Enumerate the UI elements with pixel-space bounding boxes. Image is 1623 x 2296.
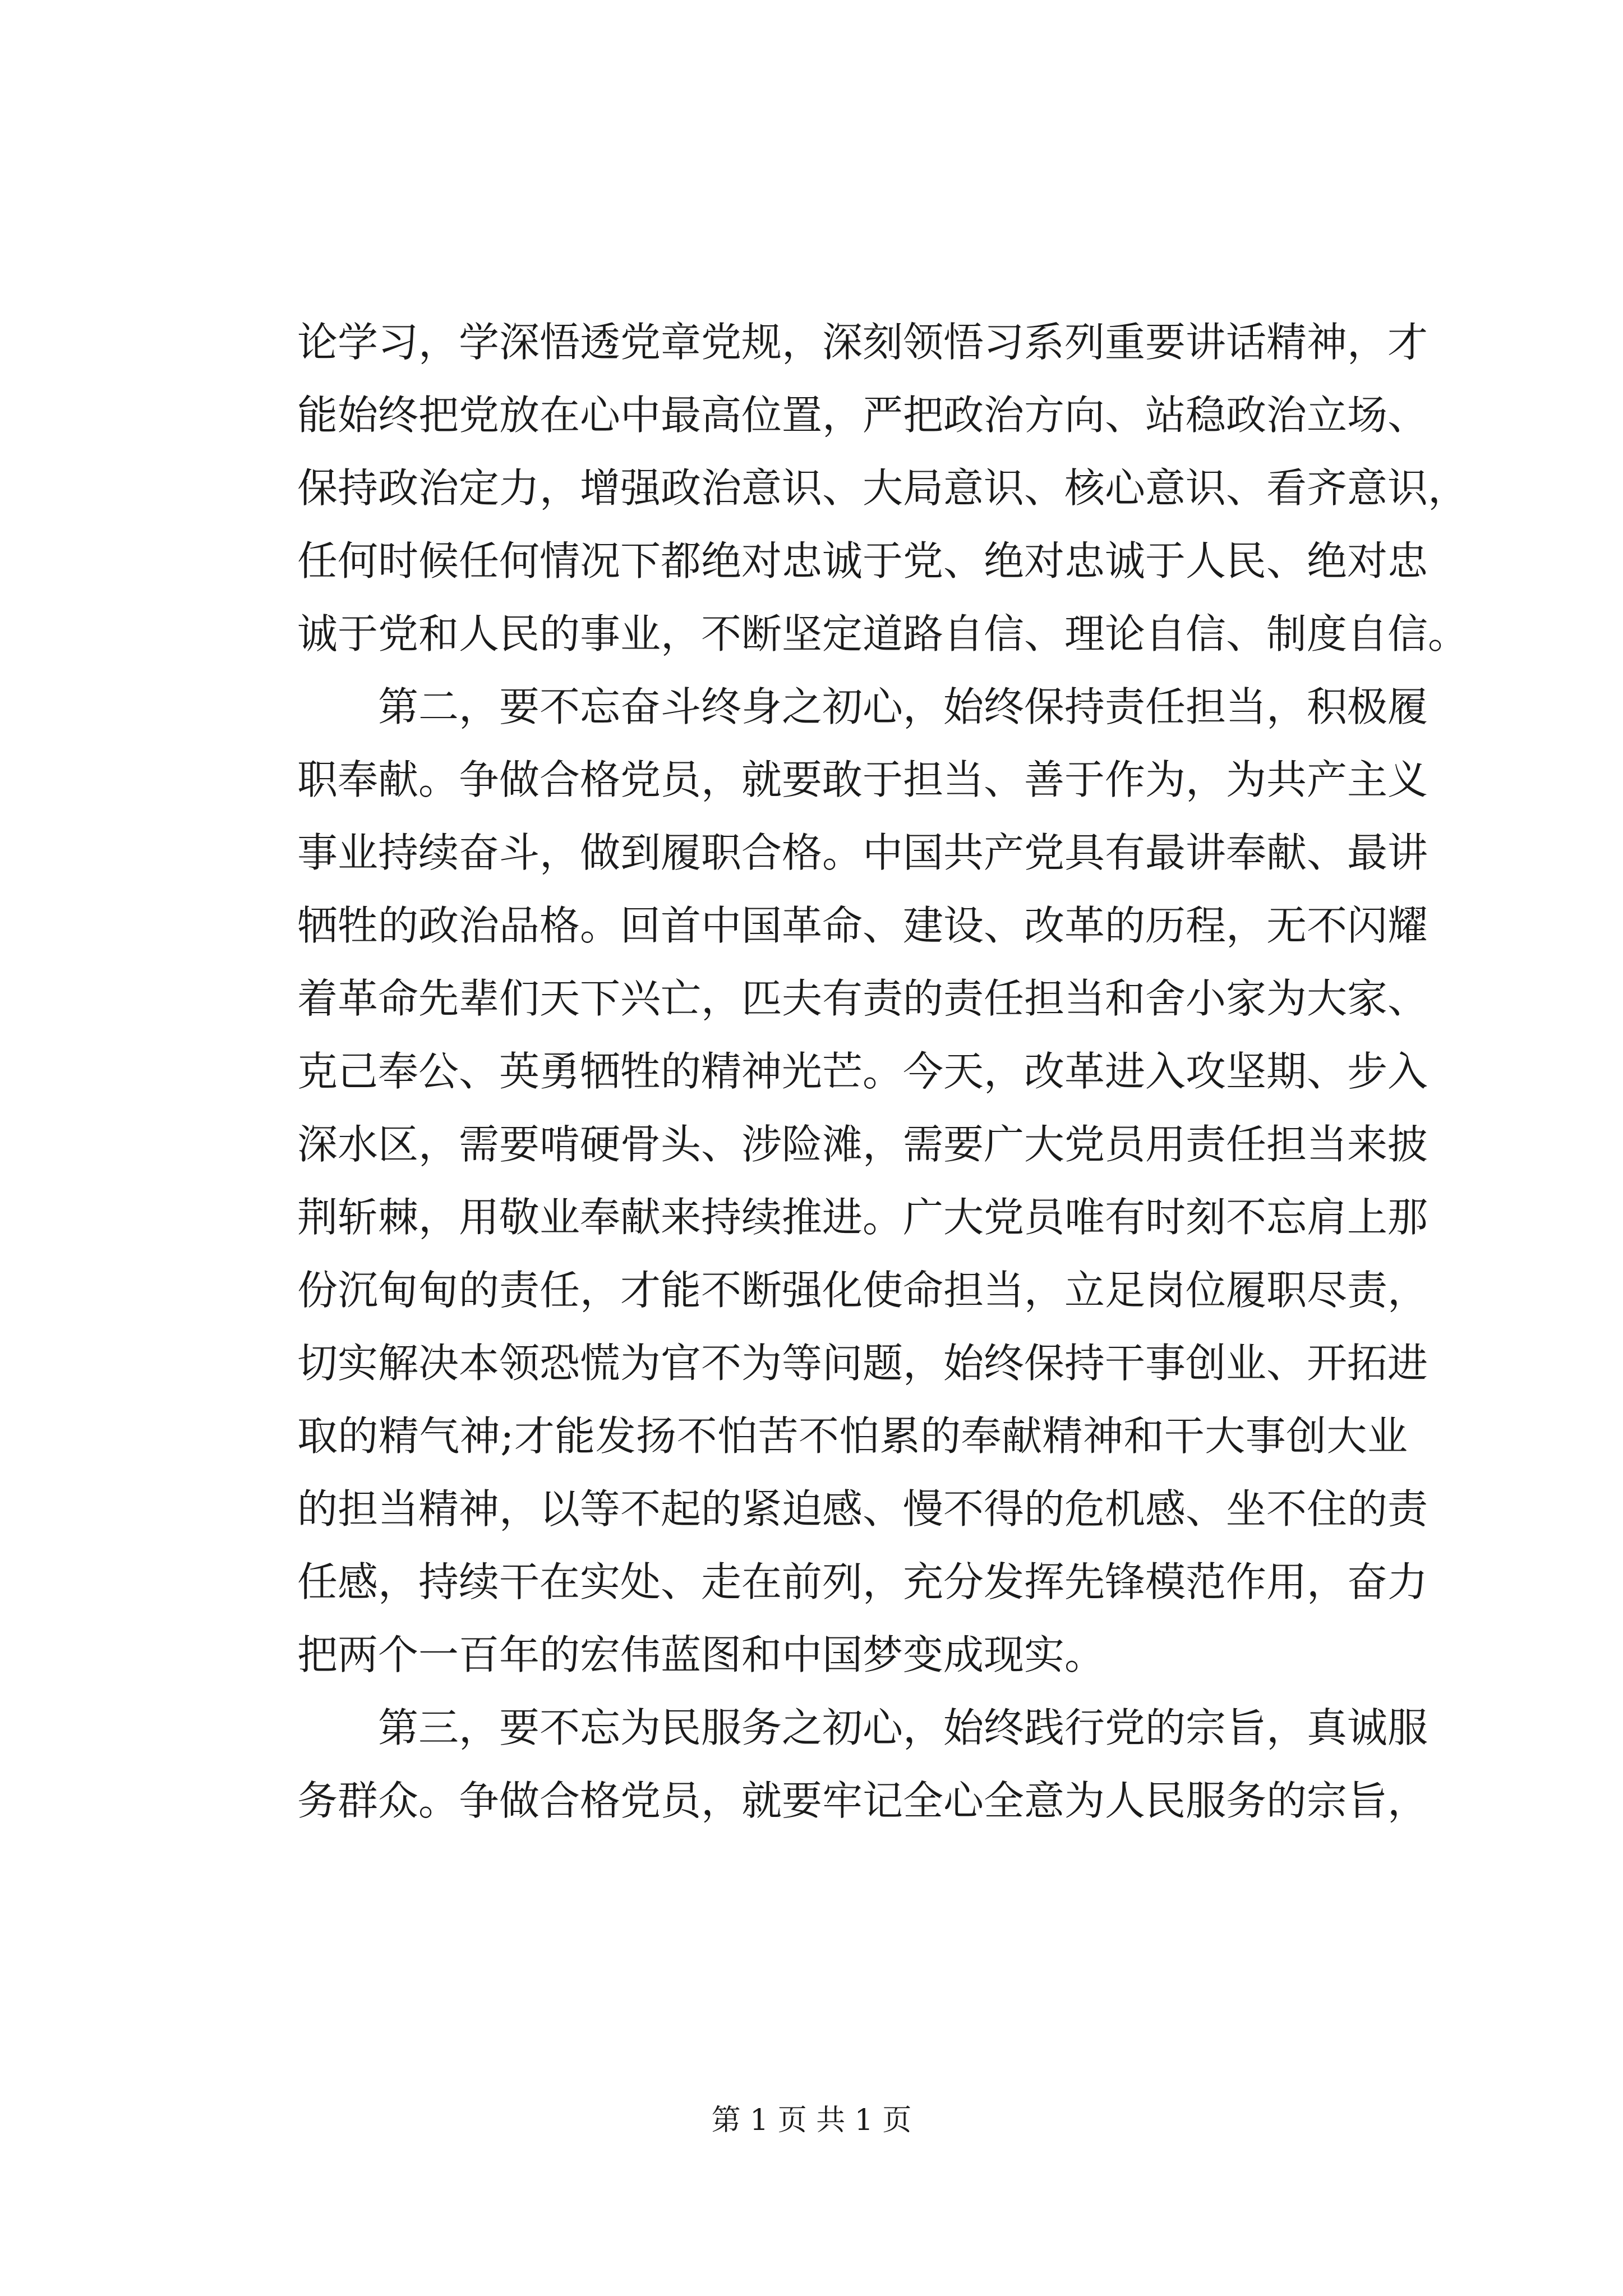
document-body <box>297 306 1469 1837</box>
text-line: 务群众。争做合格党员，就要牢记全心全意为人民服务的宗旨， <box>297 1777 1428 1824</box>
text-line: 把两个一百年的宏伟蓝图和中国梦变成现实。 <box>297 1631 1105 1678</box>
paragraph <box>297 670 1428 1691</box>
text-line: 深水区，需要啃硬骨头、涉险滩，需要广大党员用责任担当来披 <box>297 1121 1428 1168</box>
text-line: 任感，持续干在实处、走在前列，充分发挥先锋模范作用，奋力 <box>297 1558 1428 1605</box>
text-line: 第二，要不忘奋斗终身之初心，始终保持责任担当，积极履 <box>378 683 1428 730</box>
text-line: 牺牲的政治品格。回首中国革命、建设、改革的历程，无不闪耀 <box>297 902 1428 949</box>
text-line: 职奉献。争做合格党员，就要敢于担当、善于作为，为共产主义 <box>297 756 1428 803</box>
text-line: 论学习，学深悟透党章党规，深刻领悟习系列重要讲话精神，才 <box>297 319 1428 366</box>
text-line: 切实解决本领恐慌为官不为等问题，始终保持干事创业、开拓进 <box>297 1340 1428 1387</box>
text-line: 荆斩棘，用敬业奉献来持续推进。广大党员唯有时刻不忘肩上那 <box>297 1194 1428 1241</box>
text-line: 诚于党和人民的事业，不断坚定道路自信、理论自信、制度自信。 <box>297 610 1469 657</box>
text-line: 份沉甸甸的责任，才能不断强化使命担当，立足岗位履职尽责， <box>297 1267 1428 1314</box>
page-footer: 第 1 页 共 1 页 <box>711 2104 912 2137</box>
text-line: 的担当精神，以等不起的紧迫感、慢不得的危机感、坐不住的责 <box>297 1485 1428 1533</box>
text-line: 着革命先辈们天下兴亡，匹夫有责的责任担当和舍小家为大家、 <box>297 975 1428 1022</box>
text-line: 第三，要不忘为民服务之初心，始终践行党的宗旨，真诚服 <box>378 1704 1428 1751</box>
text-line: 克己奉公、英勇牺牲的精神光芒。今天，改革进入攻坚期、步入 <box>297 1048 1428 1095</box>
paragraph <box>297 1691 1428 1837</box>
text-line: 能始终把党放在心中最高位置，严把政治方向、站稳政治立场、 <box>297 392 1428 439</box>
text-line: 任何时候任何情况下都绝对忠诚于党、绝对忠诚于人民、绝对忠 <box>297 537 1428 585</box>
text-line: 保持政治定力，增强政治意识、大局意识、核心意识、看齐意识， <box>297 464 1469 512</box>
text-line: 事业持续奋斗，做到履职合格。中国共产党具有最讲奉献、最讲 <box>297 829 1428 876</box>
paragraph <box>297 306 1469 670</box>
text-line: 取的精气神;才能发扬不怕苦不怕累的奉献精神和干大事创大业 <box>297 1412 1408 1460</box>
